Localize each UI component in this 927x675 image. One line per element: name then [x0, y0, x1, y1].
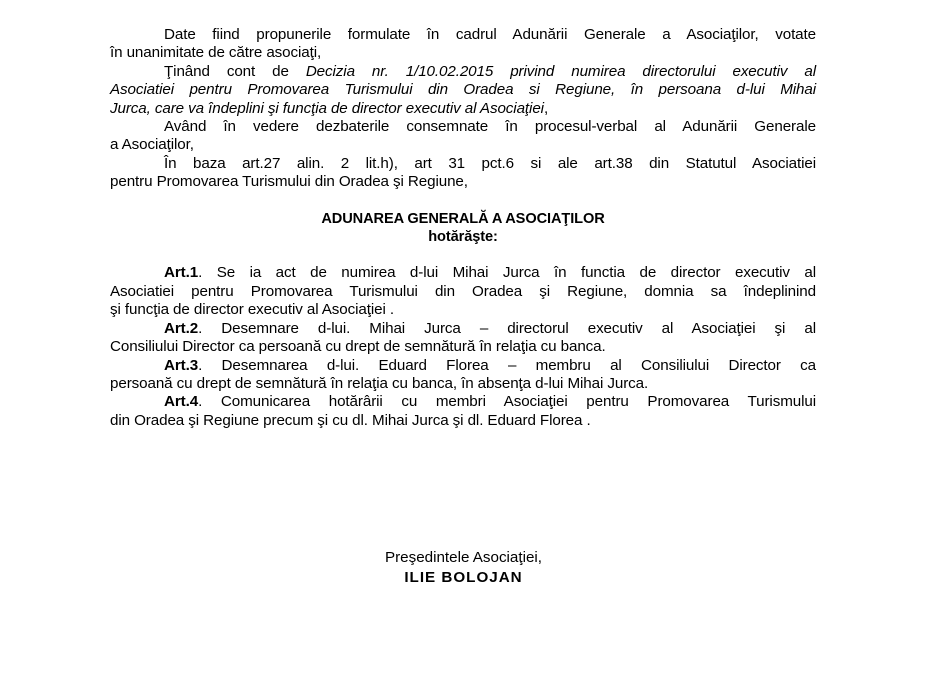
preamble-paragraph-2: [110, 63, 816, 81]
decision-reference-line-1: Decizia nr. 1/10.02.2015 privind numirea directorului executiv al: [305, 62, 816, 80]
article-1-line-2: Asociatiei pentru Promovarea Turismului din Oradea şi Regiune, domnia sa îndeplinind: [110, 282, 816, 300]
preamble-paragraph-3: [110, 118, 816, 136]
resolution-heading: [110, 210, 816, 247]
preamble-3-line-2: a Asociaţilor,: [110, 136, 194, 154]
preamble-2-lead: Ţinând cont de: [164, 62, 306, 80]
article-1-end: [110, 301, 816, 319]
article-3-line-2: persoană cu drept de semnătură în relaţia cu banca, în absenţa d-lui Mihai Jurca.: [110, 374, 649, 392]
document-body: [110, 26, 816, 430]
article-1: [110, 264, 816, 282]
assembly-title: ADUNAREA GENERALĂ A ASOCIAŢILOR: [321, 210, 605, 227]
article-label: Art.2: [164, 319, 199, 337]
preamble-paragraph-1-cont: [110, 44, 816, 62]
article-2-cont: [110, 338, 816, 356]
article-4-line-2: din Oradea şi Regiune precum şi cu dl. Mihai Jurca şi dl. Eduard Florea .: [110, 411, 591, 429]
preamble-3-line-1: Având în vedere dezbaterile consemnate în procesul-verbal al Adunării Generale: [164, 118, 816, 136]
decision-reference-line-2: Asociatiei pentru Promovarea Turismului din Oradea si Regiune, în persoana d-lui Mihai: [110, 81, 816, 99]
preamble-1-line-1: Date fiind propunerile formulate în cadrul Adunării Generale a Asociaţilor, votate: [164, 26, 816, 43]
article-label: Art.3: [164, 356, 199, 374]
articles-section: [110, 264, 816, 430]
decides-label: hotărăşte:: [428, 229, 498, 246]
preamble-paragraph-3-cont: [110, 136, 816, 154]
article-label: Art.4: [164, 393, 199, 411]
decision-reference-line-3: Jurca, care va îndeplini şi funcţia de director executiv al Asociaţiei: [110, 99, 544, 117]
preamble-paragraph-2-cont: [110, 81, 816, 99]
article-3: [110, 357, 816, 375]
preamble-paragraph-4: [110, 155, 816, 173]
article-3-line-1: . Desemnarea d-lui. Eduard Florea – membru al Consiliului Director ca: [198, 356, 816, 374]
preamble-1-line-2: în unanimitate de către asociaţi,: [110, 44, 322, 62]
article-1-line-3: şi funcţia de director executiv al Asociaţiei .: [110, 301, 395, 319]
article-4-line-1: . Comunicarea hotărârii cu membri Asociaţiei pentru Promovarea Turismului: [198, 393, 816, 411]
article-1-line-1: . Se ia act de numirea d-lui Mihai Jurca în functia de director executiv al: [198, 264, 816, 282]
article-4-cont: [110, 412, 816, 430]
signature-block: [0, 548, 927, 588]
president-title: Preşedintele Asociaţiei,: [384, 549, 543, 566]
article-2-line-2: Consiliului Director ca persoană cu drept de semnătură în relaţia cu banca.: [110, 338, 606, 356]
preamble-4-line-1: În baza art.27 alin. 2 lit.h), art 31 pct.6 si ale art.38 din Statutul Asociatiei: [164, 154, 816, 172]
article-1-cont: [110, 283, 816, 301]
preamble-paragraph-1: [110, 26, 816, 44]
preamble-2-tail: ,: [543, 99, 549, 117]
preamble-paragraph-2-end: [110, 100, 816, 118]
article-4: [110, 393, 816, 411]
preamble-4-line-2: pentru Promovarea Turismului din Oradea şi Regiune,: [110, 173, 468, 191]
article-2: [110, 320, 816, 338]
article-label: Art.1: [164, 264, 199, 282]
president-name: ILIE BOLOJAN: [404, 569, 523, 586]
article-3-cont: [110, 375, 816, 393]
preamble-paragraph-4-cont: [110, 173, 816, 191]
article-2-line-1: . Desemnare d-lui. Mihai Jurca – directorul executiv al Asociaţiei şi al: [198, 319, 816, 337]
